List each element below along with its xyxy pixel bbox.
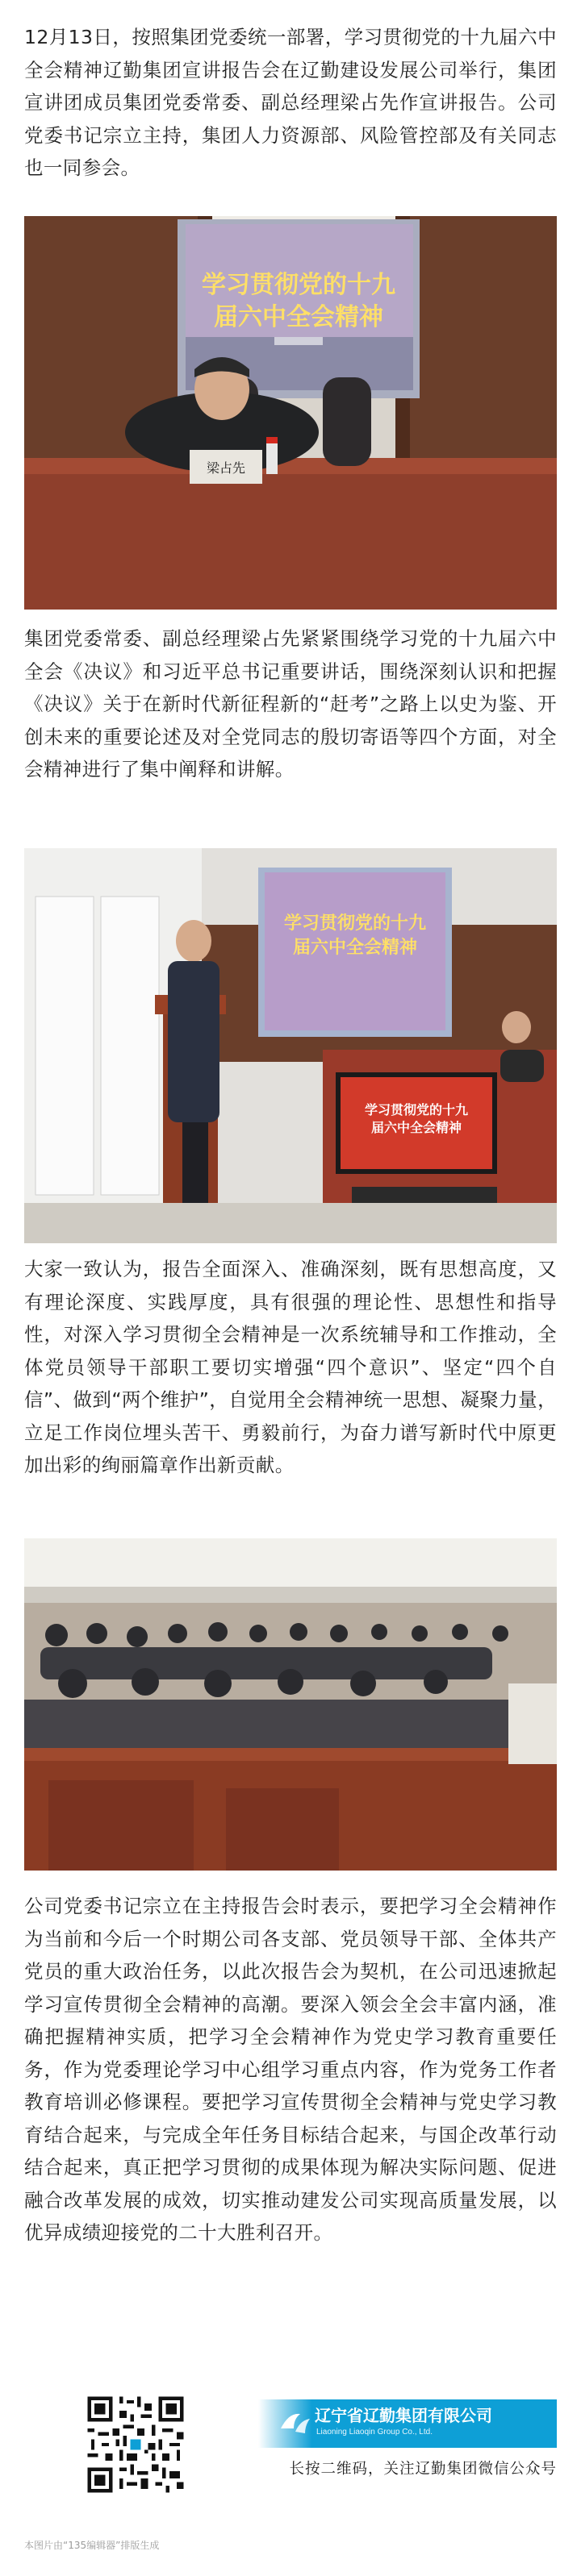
screen-title-line-2: 届六中全会精神 [292, 938, 418, 958]
follow-prompt: 长按二维码，关注辽勤集团微信公众号 [289, 2461, 557, 2478]
company-name-en: Liaoning Liaoqin Group Co., Ltd. [316, 2428, 433, 2437]
company-name-cn: 辽宁省辽勤集团有限公司 [315, 2406, 492, 2425]
screen-title-line-2: 届六中全会精神 [214, 303, 383, 331]
podium-photo [24, 848, 557, 1243]
nameplate: 梁占先 [206, 460, 246, 476]
audience-photo [24, 1538, 557, 1871]
article-paragraph-1: 12月13日，按照集团党委统一部署，学习贯彻党的十九届六中全会精神辽勤集团宣讲报告会在辽勤建设发展公司举行，集团宣讲团成员集团党委常委、副总经理梁占先作宣讲报告。公司党委书记宗立主持，集团人力资源部、风险管控部及有关同志也一同参会。 [24, 26, 557, 179]
qr-code[interactable] [84, 2393, 187, 2496]
company-logo-icon [276, 2404, 315, 2443]
article-paragraph-2: 集团党委常委、副总经理梁占先紧紧围绕学习党的十九届六中全会《决议》和习近平总书记重要讲话，围绕深刻认识和把握《决议》关于在新时代新征程新的“赶考”之路上以史为鉴、开创未来的重要论述及对全党同志的殷切寄语等四个方面，对全会精神进行了集中阐释和讲解。 [24, 627, 557, 780]
monitor-title-line-2: 届六中全会精神 [370, 1120, 462, 1135]
monitor-title-line-1: 学习贯彻党的十九 [364, 1102, 469, 1117]
editor-credit: 本图片由“135编辑器”排版生成 [24, 2540, 160, 2551]
screen-title-line-1: 学习贯彻党的十九 [202, 271, 395, 299]
speaker-photo [24, 216, 557, 610]
footer-card [24, 2388, 557, 2501]
article-paragraph-4: 公司党委书记宗立在主持报告会时表示，要把学习全会精神作为当前和今后一个时期公司各支部、党员领导干部、全体共产党员的重大政治任务，以此次报告会为契机，在公司迅速掀起学习宣传贯彻全会精神的高潮。要深入领会全会丰富内涵，准确把握精神实质，把学习全会精神作为党史学习教育重要任务，作为党委理论学习中心组学习重点内容，作为党务工作者教育培训必修课程。要把学习宣传贯彻全会精神与党史学习教育结合起来，与完成全年任务目标结合起来，与国企改革行动结合起来，真正把学习贯彻的成果体现为解决实际问题、促进融合改革发展的成效，切实推动建发公司实现高质量发展，以优异成绩迎接党的二十大胜利召开。 [24, 1895, 557, 2244]
screen-title-line-1: 学习贯彻党的十九 [283, 913, 427, 934]
article-paragraph-3: 大家一致认为，报告全面深入、准确深刻，既有思想高度，又有理论深度、实践厚度，具有很强的理论性、思想性和指导性，对深入学习贯彻全会精神是一次系统辅导和工作推动，全体党员领导干部职工要切实增强“四个意识”、坚定“四个自信”、做到“两个维护”，自觉用全会精神统一思想、凝聚力量，立足工作岗位埋头苦干、勇毅前行，为奋力谱写新时代中原更加出彩的绚丽篇章作出新贡献。 [24, 1258, 557, 1476]
